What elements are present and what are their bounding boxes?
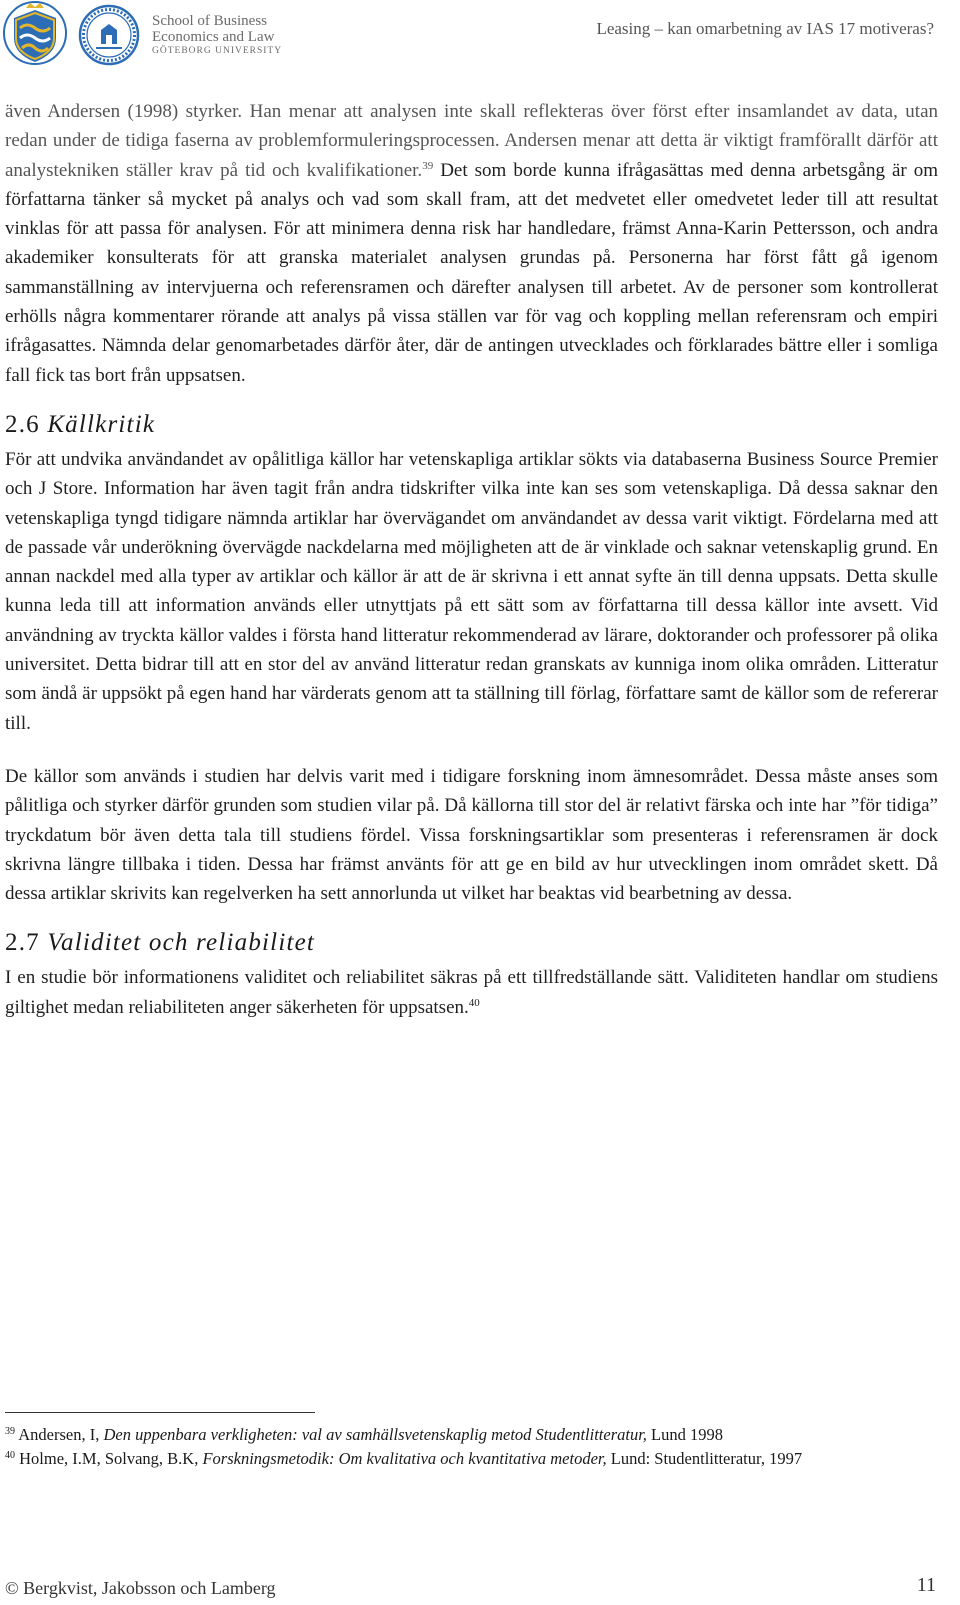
running-title: Leasing – kan omarbetning av IAS 17 motiveras? bbox=[596, 19, 934, 38]
footnote-rest: Lund 1998 bbox=[646, 1425, 724, 1444]
section-heading-2-7 bbox=[5, 926, 938, 960]
school-name-line2: Economics and Law bbox=[152, 29, 275, 45]
footnote-author: Andersen, I, bbox=[15, 1425, 104, 1444]
footnote-divider bbox=[5, 1412, 315, 1413]
footnote-ref-40[interactable]: 40 bbox=[468, 996, 480, 1009]
footnote-ref-39[interactable]: 39 bbox=[422, 159, 434, 172]
page-header bbox=[0, 0, 960, 80]
footnote-40 bbox=[5, 1447, 938, 1471]
footnotes bbox=[5, 1423, 938, 1471]
footnote-author: Holme, I.M, Solvang, B.K, bbox=[15, 1449, 203, 1468]
paragraph: De källor som används i studien har delvis varit med i tidigare forskning inom ämnesområdet. Dessa måste anses som pålitliga och styrker därför grunden som studien vilar på. Då källorna till stor del är relativt färska och inte har ”för tidiga” tryckdatum bör även detta tala till studiens fördel. Vissa forskningsartiklar som presenteras i referensramen är dock skrivna längre tillbaka i tiden. Dessa har främst använts för att ge en bild av hur utvecklingen inom området skett. Då dessa artiklar skrivits kan regelverken ha sett annorlunda ut vilket har beaktas vid bearbetning av dessa. bbox=[5, 765, 938, 905]
school-name-line3: GÖTEBORG UNIVERSITY bbox=[152, 46, 283, 56]
section-number: 2.6 bbox=[5, 410, 40, 438]
section-number: 2.7 bbox=[5, 929, 40, 957]
footnote-39 bbox=[5, 1423, 938, 1447]
paragraph-text: Det som borde kunna ifrågasättas med denna arbetsgång är om författarna tänker så mycket på analys och vad som skall fram, att det medvetet eller omedvetet leder till att resultat vinklas för att passa för analysen. För att minimera denna risk har handledare, främst Anna-Karin Pettersson, och andra akademiker konsulterats för att granska materialet analysen grundas på. Personerna har först fått gå igenom sammanställning av intervjuerna och referensramen och därefter analysen till arbetet. Av de personer som kontrollerat erhölls några kommentarer rörande att analys på vissa ställen var för vag och koppling mellan referensram och empiri ifrågasattes. Nämnda delar genomarbetades därför åter, där de antingen utvecklades och förklarades bättre eller i somliga fall fick tas bort från uppsatsen. bbox=[5, 159, 939, 386]
footnote-rest: Lund: Studentlitteratur, 1997 bbox=[606, 1449, 803, 1468]
paragraph-text: även Andersen (1998) styrker. Han menar att analysen inte skall reflekteras över först efter insamlandet av data, utan redan under de tidiga faserna av problemformuleringsprocessen. Andersen menar att detta är viktigt framförallt därför att analystekniken ställer krav på tid och kvalifikationer. bbox=[5, 101, 938, 181]
footer-authors: © Bergkvist, Jakobsson och Lamberg bbox=[5, 1578, 276, 1598]
school-name-line1: School of Business bbox=[152, 13, 268, 29]
paragraph-continued bbox=[5, 97, 938, 390]
body-text bbox=[5, 97, 938, 1022]
paragraph-text: I en studie bör informationens validitet och reliabilitet säkras på ett tillfredställande sätt. Validiteten handlar om studiens giltighet medan reliabiliteten anger säkerheten för uppsatsen. bbox=[5, 967, 938, 1018]
footnote-title: Den uppenbara verkligheten: val av samhällsvetenskaplig metod Studentlitteratur, bbox=[103, 1425, 647, 1444]
page-number: 11 bbox=[916, 1574, 936, 1596]
paragraph bbox=[5, 963, 938, 1022]
footnote-number: 40 bbox=[5, 1450, 15, 1461]
school-seal-icon bbox=[78, 4, 140, 66]
school-name bbox=[152, 13, 282, 58]
section-title: Validitet och reliabilitet bbox=[47, 929, 316, 957]
paragraph: För att undvika användandet av opålitliga källor har vetenskapliga artiklar sökts via databaserna Business Source Premier och J Store. Information har även tagit från andra tidskrifter vilka inte kan ses som vetenskapliga. Då dessa saknar den vetenskapliga tyngd tidigare nämnda artiklar har övervägandet om användandet av dessa varit viktigt. Fördelarna med att de passade vår underökning övervägde nackdelarna med möjligheten att de är vinklade och saknar vetenskaplig grund. En annan nackdel med alla typer av artiklar och källor är att de är skrivna i ett annat syfte än till denna uppsats. Detta skulle kunna leda till att information används eller utnyttjats på ett sätt som av författarna till dessa källor inte avsett. Vid användning av tryckta källor valdes i första hand litteratur rekommenderad av lärare, doktorander och professorer på olika universitet. Detta bidrar till att en stor del av använd litteratur redan granskats av kunniga inom olika områden. Litteratur som ändå är uppsökt på egen hand har värderats genom att ta ställning till förlag, författare samt de källor som de refererar till. bbox=[5, 448, 938, 734]
footnote-title: Forskningsmetodik: Om kvalitativa och kvantitativa metoder, bbox=[202, 1449, 607, 1468]
section-title: Källkritik bbox=[47, 410, 156, 438]
footnote-number: 39 bbox=[5, 1426, 15, 1437]
section-heading-2-6 bbox=[5, 408, 938, 442]
university-crest-icon bbox=[2, 0, 68, 66]
